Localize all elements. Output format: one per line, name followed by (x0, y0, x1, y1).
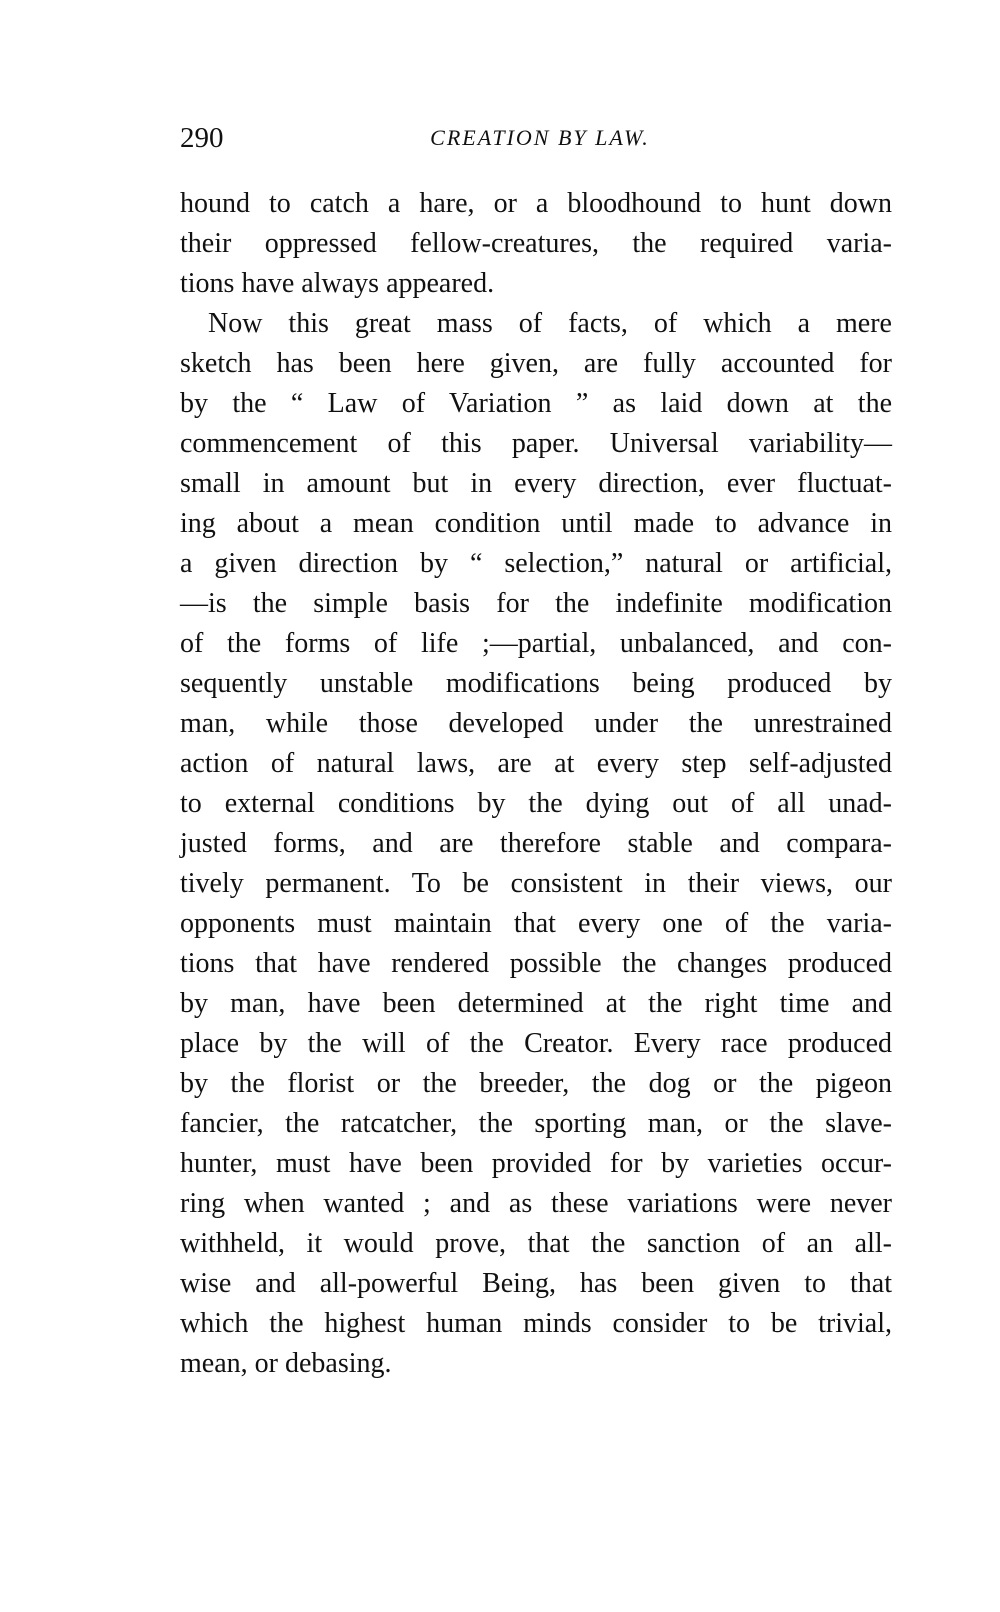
text-line: man, while those developed under the unrestrained (180, 708, 892, 739)
paragraph-1 (180, 184, 892, 304)
text-line: hunter, must have been provided for by varieties occur- (180, 1148, 892, 1179)
text-line: withheld, it would prove, that the sanction of an all- (180, 1228, 892, 1259)
text-line: tions have always appeared. (180, 268, 495, 299)
text-line: hound to catch a hare, or a bloodhound to hunt down (180, 188, 892, 219)
text-line: small in amount but in every direction, ever fluctuat- (180, 468, 892, 499)
text-line: tively permanent. To be consistent in their views, our (180, 868, 892, 899)
text-line: sketch has been here given, are fully accounted for (180, 348, 892, 379)
text-line: commencement of this paper. Universal variability— (180, 428, 892, 459)
text-line: tions that have rendered possible the changes produced (180, 948, 892, 979)
text-line: wise and all-powerful Being, has been given to that (180, 1268, 892, 1299)
text-line: ring when wanted ; and as these variations were never (180, 1188, 892, 1219)
text-line: fancier, the ratcatcher, the sporting man, or the slave- (180, 1108, 892, 1139)
text-line: justed forms, and are therefore stable and compara- (180, 828, 892, 859)
text-line: by the florist or the breeder, the dog or the pigeon (180, 1068, 892, 1099)
text-line: to external conditions by the dying out of all unad- (180, 788, 892, 819)
text-line: ing about a mean condition until made to advance in (180, 508, 892, 539)
text-line: action of natural laws, are at every step self-adjusted (180, 748, 892, 779)
text-line: place by the will of the Creator. Every race produced (180, 1028, 892, 1059)
text-line: which the highest human minds consider to be trivial, (180, 1308, 892, 1339)
text-line: their oppressed fellow-creatures, the required varia- (180, 228, 892, 259)
page-number: 290 (180, 122, 224, 154)
running-title: CREATION BY LAW. (430, 125, 650, 150)
text-line: sequently unstable modifications being produced by (180, 668, 892, 699)
text-line: a given direction by “ selection,” natural or artificial, (180, 548, 892, 579)
text-line: Now this great mass of facts, of which a mere (208, 308, 892, 339)
text-line: opponents must maintain that every one of the varia- (180, 908, 892, 939)
text-line: —is the simple basis for the indefinite modification (180, 588, 892, 619)
text-line: by man, have been determined at the right time and (180, 988, 892, 1019)
text-line: of the forms of life ;—partial, unbalanced, and con- (180, 628, 892, 659)
body-text (180, 184, 892, 1384)
paragraph-2 (180, 304, 892, 1384)
text-line: mean, or debasing. (180, 1348, 392, 1379)
text-line: by the “ Law of Variation ” as laid down at the (180, 388, 892, 419)
running-head (180, 116, 900, 160)
